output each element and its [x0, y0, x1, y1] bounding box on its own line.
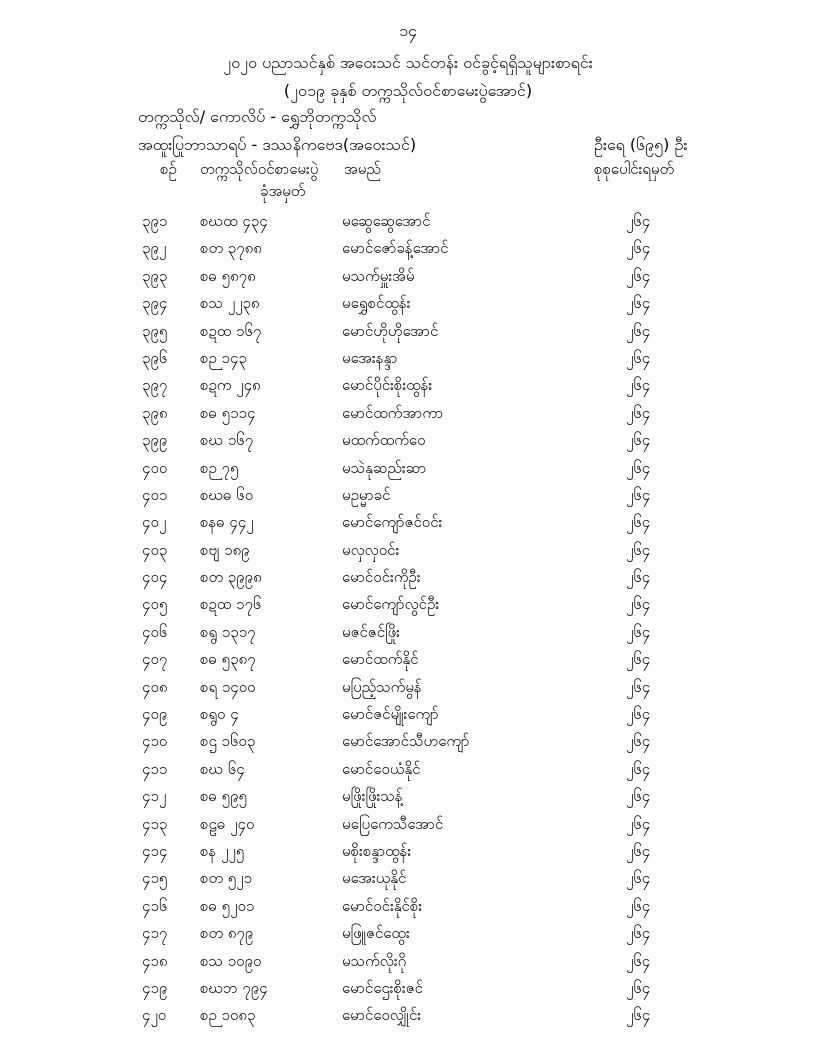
table-row: [0, 318, 816, 345]
student-name: မောင်ဇင်မျိုးကျော်: [342, 705, 439, 724]
total-score: ၂၆၄: [626, 1006, 651, 1025]
total-score: ၂၆၄: [626, 266, 651, 285]
student-name: မအေးနန္ဒာ: [342, 348, 398, 367]
table-row: [0, 948, 816, 975]
row-number: ၃၉၈: [142, 403, 168, 422]
total-score: ၂၆၄: [626, 485, 651, 504]
row-number: ၃၉၉: [142, 431, 168, 450]
total-score: ၂၆၄: [626, 212, 651, 230]
table-row: [0, 290, 816, 317]
exam-number: စရွဝ ၄: [200, 705, 239, 724]
student-name: မဖြူဇင်ထွေး: [342, 924, 410, 943]
exam-number: စရွ ၁၃၁၇: [200, 622, 256, 641]
row-number: ၃၉၃: [142, 266, 168, 285]
student-name: မသက်လိုးဂို: [342, 951, 407, 970]
exam-number: စဉ ၁၀၈၃: [200, 1006, 256, 1025]
student-name: မောင်ကျော်လွင်ဦး: [342, 595, 440, 614]
table-row: [0, 482, 816, 509]
table-row: [0, 674, 816, 701]
student-name: မောင်ဝင်းနိုင်စိုး: [342, 896, 423, 915]
exam-number: စဓ ၅၉၅: [200, 787, 247, 806]
total-score: ၂၆၄: [626, 650, 651, 669]
exam-number: စတ ၃၉၉၈: [200, 568, 262, 587]
row-number: ၃၉၅: [142, 321, 168, 340]
student-name: မအေးယုနိုင်: [342, 869, 407, 888]
row-number: ၄၀၀: [142, 458, 168, 477]
table-row: [0, 728, 816, 755]
student-name: မသဲနုဆည်းဆာ: [342, 458, 427, 477]
student-name: မပြေကေသီအောင်: [342, 814, 444, 833]
exam-number: စဃထ ၄၃၄: [200, 212, 268, 230]
total-count: ဦးရေ (၆၉၅) ဦး: [594, 135, 688, 154]
table-row: [0, 975, 816, 1002]
student-name: မထက်ထက်ဝေ: [342, 431, 426, 450]
page-number: ၁၄: [399, 21, 417, 40]
total-score: ၂၆၄: [626, 348, 651, 367]
table-row: [0, 838, 816, 865]
exam-number: စဃဘ ၇၉၄: [200, 978, 268, 997]
column-header-exam-no-line2: ခုံအမှတ်: [260, 182, 306, 200]
exam-number: စဍက ၂၄၈: [200, 376, 261, 395]
student-name: မဖြိုးဖြိုးသန့်: [342, 787, 403, 806]
total-score: ၂၆၄: [626, 814, 651, 833]
student-name: မစိုးစန္ဒာထွန်း: [342, 841, 412, 860]
column-header-exam-no: တက္ကသိုလ်ဝင်စာမေးပွဲ: [200, 160, 319, 178]
table-row: [0, 783, 816, 810]
row-number: ၃၉၂: [142, 239, 167, 258]
student-name: မောင်ပိုင်းစိုးထွန်း: [342, 376, 433, 395]
exam-number: စတ ၅၂၁: [200, 869, 253, 888]
row-number: ၄၀၆: [142, 622, 168, 641]
total-score: ၂၆၄: [626, 622, 651, 641]
exam-number: စတ ၃၇၈၈: [200, 239, 262, 258]
exam-number: စဉ ၇၅: [200, 458, 239, 477]
row-number: ၄၀၃: [142, 540, 168, 559]
column-header-no: စဉ်: [160, 160, 177, 178]
subject-line: အထူးပြုဘာသာရပ် - ဒဿနိကဗေဒ(အဝေးသင်): [138, 135, 417, 154]
table-row: [0, 400, 816, 427]
exam-number: စဓ ၅၈၇၈: [200, 266, 256, 285]
row-number: ၄၁၀: [142, 732, 168, 751]
row-number: ၄၁၈: [142, 951, 168, 970]
exam-number: စဃ ၆၄: [200, 759, 245, 778]
total-score: ၂၆၄: [626, 595, 651, 614]
university-line: တက္ကသိုလ်/ ကောလိပ် - ရွှေဘိုတက္ကသိုလ်: [138, 107, 377, 126]
table-row: [0, 619, 816, 646]
exam-number: စဠဓ ၂၄၀: [200, 814, 255, 833]
row-number: ၄၀၄: [142, 568, 168, 587]
exam-number: စတ ၈၇၉: [200, 924, 254, 943]
table-row: [0, 427, 816, 454]
table-row: [0, 646, 816, 673]
table-row: [0, 208, 816, 235]
row-number: ၄၀၂: [142, 513, 167, 532]
row-number: ၃၉၄: [142, 294, 168, 313]
table-row: [0, 811, 816, 838]
table-row: [0, 865, 816, 892]
total-score: ၂၆၄: [626, 294, 651, 313]
total-score: ၂၆၄: [626, 540, 651, 559]
row-number: ၃၉၆: [142, 348, 168, 367]
total-score: ၂၆၄: [626, 677, 651, 696]
exam-number: စဃ ၁၆၇: [200, 431, 254, 450]
exam-number: စဓ ၅၂၀၁: [200, 896, 255, 915]
column-header-total: စုစုပေါင်းရမှတ်: [594, 160, 675, 178]
student-name: မောင်ဝင်းကိုဦး: [342, 568, 421, 587]
exam-number: စဌ ၁၆၀၃: [200, 732, 256, 751]
exam-number: စသ ၂၂၃၈: [200, 294, 260, 313]
table-row: [0, 509, 816, 536]
total-score: ၂၆၄: [626, 321, 651, 340]
row-number: ၄၁၄: [142, 841, 168, 860]
table-row: [0, 372, 816, 399]
row-number: ၄၂၀: [142, 1006, 167, 1025]
exam-number: စဗျ ၁၈၉: [200, 540, 250, 559]
table-row: [0, 756, 816, 783]
exam-number: စသ ၁၀၉၀: [200, 951, 262, 970]
row-number: ၄၀၁: [142, 485, 168, 504]
student-name: မရွှေစင်ထွန်း: [342, 294, 411, 313]
row-number: ၄၀၉: [142, 705, 168, 724]
total-score: ၂၆၄: [626, 924, 651, 943]
total-score: ၂၆၄: [626, 431, 651, 450]
student-name: မလှလှဝင်း: [342, 540, 400, 559]
student-name: မဇင်ဇင်ဖြိုး: [342, 622, 400, 641]
row-number: ၄၁၂: [142, 787, 167, 806]
table-row: [0, 235, 816, 262]
student-name: မောင်ကျော်ဇင်ဝင်း: [342, 513, 443, 532]
exam-number: စန ၂၂၅: [200, 841, 245, 860]
student-name: မပြည့်သက်မွန်: [342, 677, 422, 696]
table-row: [0, 345, 816, 372]
student-name: မောင်ဝေလျှိုင်း: [342, 1006, 422, 1025]
row-number: ၄၁၁: [142, 759, 168, 778]
student-name: မသက်မှူးအိမ်: [342, 266, 415, 285]
total-score: ၂၆၄: [626, 568, 651, 587]
student-name: မဥမ္မာခင်: [342, 485, 391, 504]
table-row: [0, 455, 816, 482]
table-row: [0, 537, 816, 564]
student-name: မောင်ဟိုဟိုအောင်: [342, 321, 439, 340]
document-title: ၂၀၂၀ ပညာသင်နှစ် အဝေးသင် သင်တန်း ဝင်ခွင့်ရရှိသူများစာရင်း: [223, 53, 593, 72]
total-score: ၂၆၄: [626, 869, 651, 888]
row-number: ၄၁၆: [142, 896, 168, 915]
student-name: မောင်ထက်နိုင်: [342, 650, 419, 669]
total-score: ၂၆၄: [626, 759, 651, 778]
table-row: [0, 701, 816, 728]
student-name: မောင်ဇော်ခန့်အောင်: [342, 239, 449, 258]
table-row: [0, 564, 816, 591]
total-score: ၂၆၄: [626, 403, 651, 422]
document-subtitle: (၂၀၁၉ ခုနှစ် တက္ကသိုလ်ဝင်စာမေးပွဲအောင်): [283, 81, 533, 100]
total-score: ၂၆၄: [626, 841, 651, 860]
total-score: ၂၆၄: [626, 896, 651, 915]
row-number: ၄၀၅: [142, 595, 168, 614]
total-score: ၂၆၄: [626, 376, 651, 395]
student-name: မောင်ထက်အာကာ: [342, 403, 444, 422]
column-header-name: အမည်: [344, 160, 381, 178]
row-number: ၄၀၇: [142, 650, 168, 669]
row-number: ၄၁၇: [142, 924, 168, 943]
total-score: ၂၆၄: [626, 705, 651, 724]
row-number: ၃၉၇: [142, 376, 168, 395]
total-score: ၂၆၄: [626, 513, 651, 532]
table-row: [0, 1002, 816, 1029]
exam-number: စရ ၁၄၀၀: [200, 677, 256, 696]
total-score: ၂၆၄: [626, 978, 651, 997]
student-name: မောင်အောင်သီဟကျော်: [342, 732, 470, 751]
row-number: ၄၁၅: [142, 869, 168, 888]
results-table: [0, 208, 816, 1030]
row-number: ၄၀၈: [142, 677, 168, 696]
student-name: မောင်ဝေယံနိုင်: [342, 759, 421, 778]
total-score: ၂၆၄: [626, 732, 651, 751]
total-score: ၂၆၄: [626, 239, 651, 258]
table-row: [0, 920, 816, 947]
exam-number: စဍထ ၁၆၇: [200, 321, 262, 340]
row-number: ၄၁၉: [142, 978, 168, 997]
row-number: ၄၁၃: [142, 814, 168, 833]
student-name: မောင်ဌေးစိုးဇင်: [342, 978, 423, 997]
table-row: [0, 591, 816, 618]
table-row: [0, 263, 816, 290]
exam-number: စနဓ ၄၄၂: [200, 513, 254, 532]
exam-number: စဉ ၁၄၃: [200, 348, 247, 367]
exam-number: စဍထ ၁၇၆: [200, 595, 262, 614]
row-number: ၃၉၁: [142, 212, 168, 230]
total-score: ၂၆၄: [626, 951, 651, 970]
exam-number: စဓ ၅၃၈၇: [200, 650, 256, 669]
total-score: ၂၆၄: [626, 787, 651, 806]
table-row: [0, 893, 816, 920]
exam-number: စဓ ၅၁၁၄: [200, 403, 256, 422]
student-name: မဆွေဆွေအောင်: [342, 212, 431, 230]
total-score: ၂၆၄: [626, 458, 651, 477]
exam-number: စဃဓ ၆၀: [200, 485, 254, 504]
